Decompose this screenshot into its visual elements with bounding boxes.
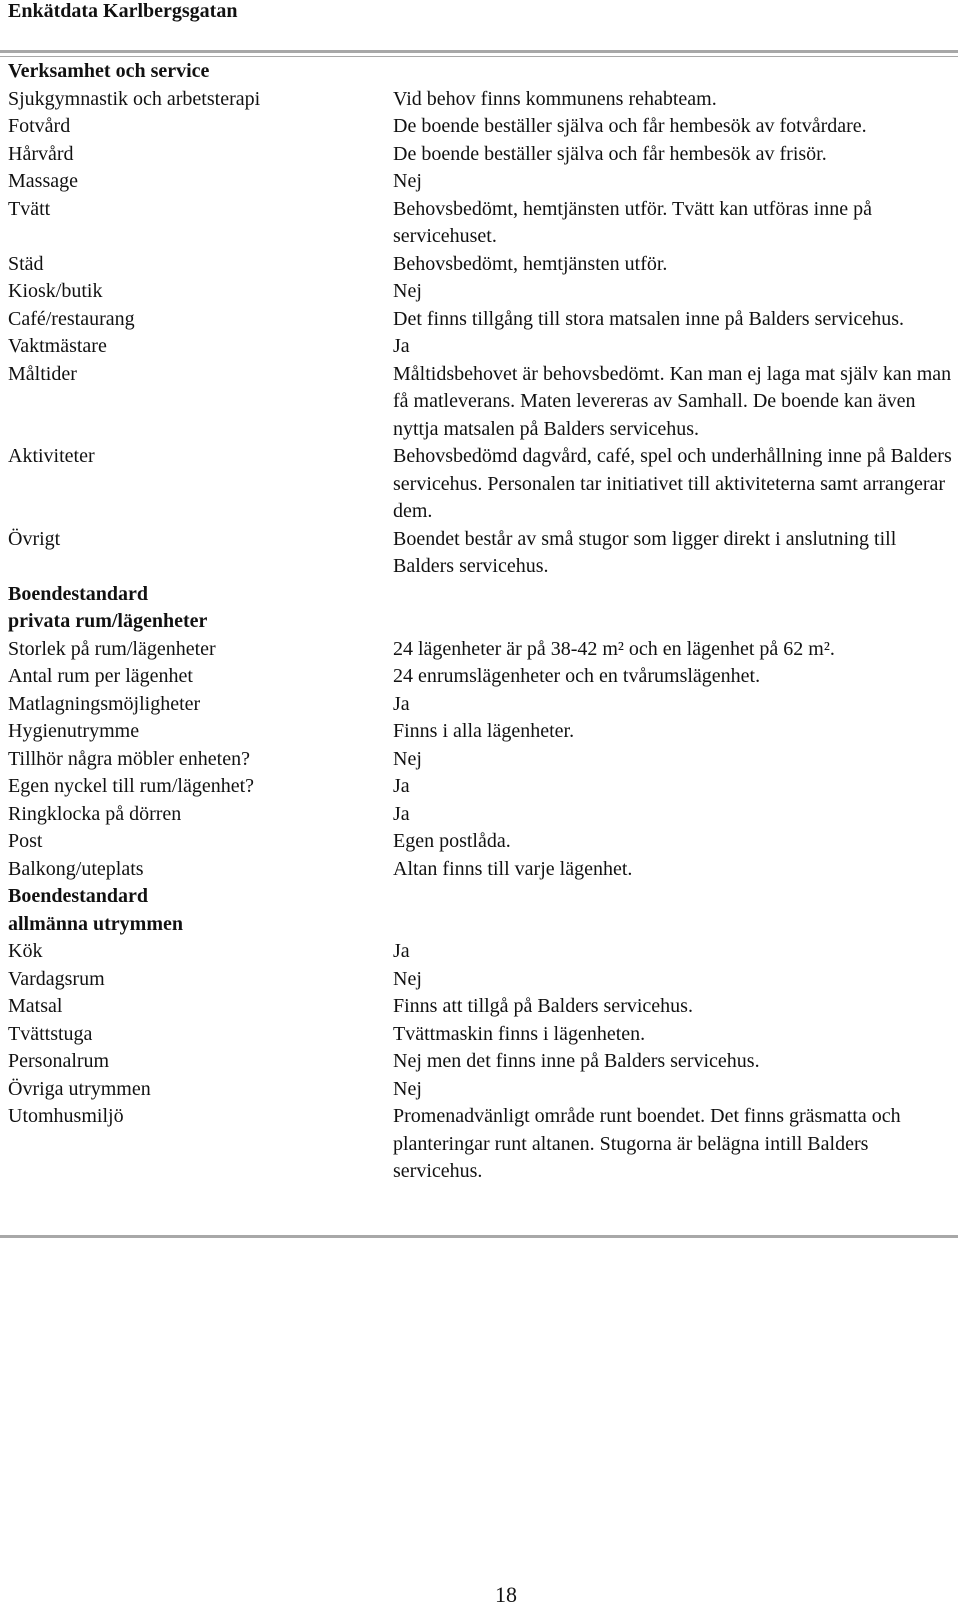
section-heading <box>8 911 953 939</box>
row-label: Hårvård <box>8 142 74 165</box>
row-value: Ja <box>393 335 410 357</box>
row-label: Aktiviteter <box>8 445 95 467</box>
row-value: Altan finns till varje lägenhet. <box>393 857 633 880</box>
row-value: Ja <box>393 940 410 962</box>
row-label: Tvätt <box>8 197 51 220</box>
table-row <box>8 746 953 774</box>
table-row <box>8 801 953 829</box>
section-heading-text: privata rum/lägenheter <box>8 610 208 632</box>
row-value: Ja <box>393 692 410 715</box>
table-row <box>8 168 953 196</box>
section-heading <box>8 581 953 609</box>
row-value: De boende beställer själva och får hembesök av fotvårdare. <box>393 115 867 137</box>
table-row <box>8 828 953 856</box>
row-label: Hygienutrymme <box>8 720 140 742</box>
table-row <box>8 306 953 334</box>
row-label: Kiosk/butik <box>8 280 103 302</box>
row-label: Utomhusmiljö <box>8 1105 124 1127</box>
row-value: Det finns tillgång till stora matsalen inne på Balders servicehus. <box>393 307 904 330</box>
table-row <box>8 113 953 141</box>
row-label: Antal rum per lägenhet <box>8 665 193 687</box>
row-label: Matlagningsmöjligheter <box>8 692 201 715</box>
row-value: Nej <box>393 747 422 770</box>
table-row <box>8 86 953 114</box>
row-label: Balkong/uteplats <box>8 857 144 880</box>
row-label: Vaktmästare <box>8 335 107 357</box>
row-value: Behovsbedömd dagvård, café, spel och underhållning inne på Balders servicehus. Personalen tar initiativet till aktiviteterna samt arrangerar dem. <box>393 445 952 522</box>
section-heading-text: Boendestandard <box>8 582 149 605</box>
table-row <box>8 718 953 746</box>
document-title: Enkätdata Karlbergsgatan <box>8 0 238 22</box>
row-value: Ja <box>393 802 410 825</box>
row-label: Matsal <box>8 995 63 1017</box>
bottom-rule <box>0 1235 958 1238</box>
row-value: Vid behov finns kommunens rehabteam. <box>393 87 717 110</box>
row-label: Kök <box>8 940 43 962</box>
row-label: Sjukgymnastik och arbetsterapi <box>8 87 261 110</box>
table-row <box>8 251 953 279</box>
row-label: Övrigt <box>8 527 61 550</box>
row-label: Ringklocka på dörren <box>8 802 182 825</box>
row-value: 24 lägenheter är på 38-42 m² och en lägenhet på 62 m². <box>393 637 835 660</box>
row-label: Tvättstuga <box>8 1022 93 1045</box>
table-row <box>8 361 953 444</box>
row-label: Måltider <box>8 362 77 385</box>
table-row <box>8 196 953 251</box>
table-row <box>8 141 953 169</box>
row-label: Personalrum <box>8 1050 110 1072</box>
table-row <box>8 1021 953 1049</box>
section-heading <box>8 58 953 86</box>
table-row <box>8 1048 953 1076</box>
table-row <box>8 663 953 691</box>
row-label: Vardagsrum <box>8 967 105 990</box>
table-row <box>8 856 953 884</box>
page-number: 18 <box>495 1582 517 1607</box>
row-label: Fotvård <box>8 115 71 137</box>
table-row <box>8 966 953 994</box>
table-row <box>8 443 953 526</box>
top-rule <box>0 50 958 53</box>
row-value: Behovsbedömt, hemtjänsten utför. <box>393 252 668 275</box>
row-label: Övriga utrymmen <box>8 1077 151 1100</box>
row-value: Egen postlåda. <box>393 830 511 852</box>
table-row <box>8 333 953 361</box>
table-row <box>8 691 953 719</box>
row-value: Nej <box>393 1077 422 1100</box>
table-row <box>8 636 953 664</box>
section-heading-text: allmänna utrymmen <box>8 912 183 935</box>
section-heading-text: Boendestandard <box>8 885 149 907</box>
table-row <box>8 993 953 1021</box>
row-value: Finns att tillgå på Balders servicehus. <box>393 995 693 1017</box>
row-label: Städ <box>8 252 44 275</box>
table-row <box>8 1076 953 1104</box>
table-row <box>8 773 953 801</box>
table-row <box>8 938 953 966</box>
row-value: Ja <box>393 775 410 797</box>
section-heading-text: Verksamhet och service <box>8 60 210 82</box>
top-rule-thin <box>0 56 958 57</box>
row-label: Egen nyckel till rum/lägenhet? <box>8 775 255 797</box>
row-value: Måltidsbehovet är behovsbedömt. Kan man ej laga mat själv kan man få matleverans. Maten levereras av Samhall. De boende kan även nyttja matsalen på Balders servicehus. <box>393 362 952 440</box>
row-label: Tillhör några möbler enheten? <box>8 747 250 770</box>
row-value: Finns i alla lägenheter. <box>393 720 575 742</box>
survey-table <box>8 58 953 1186</box>
section-heading <box>8 608 953 636</box>
row-label: Massage <box>8 170 78 192</box>
section-heading <box>8 883 953 911</box>
table-row <box>8 278 953 306</box>
row-value: Nej <box>393 170 422 192</box>
row-label: Café/restaurang <box>8 307 135 330</box>
row-value: Nej <box>393 967 422 990</box>
table-row <box>8 526 953 581</box>
row-label: Storlek på rum/lägenheter <box>8 637 216 660</box>
row-label: Post <box>8 830 43 852</box>
row-value: 24 enrumslägenheter och en tvårumslägenhet. <box>393 665 761 687</box>
row-value: Behovsbedömt, hemtjänsten utför. Tvätt kan utföras inne på servicehuset. <box>393 197 872 247</box>
row-value: Boendet består av små stugor som ligger direkt i anslutning till Balders servicehus. <box>393 527 897 577</box>
row-value: Promenadvänligt område runt boendet. Det finns gräsmatta och planteringar runt altanen. Stugorna är belägna intill Balders servicehus. <box>393 1105 901 1182</box>
row-value: Tvättmaskin finns i lägenheten. <box>393 1022 646 1045</box>
row-value: Nej <box>393 280 422 302</box>
table-row <box>8 1103 953 1186</box>
row-value: Nej men det finns inne på Balders servicehus. <box>393 1050 760 1072</box>
row-value: De boende beställer själva och får hembesök av frisör. <box>393 142 827 165</box>
